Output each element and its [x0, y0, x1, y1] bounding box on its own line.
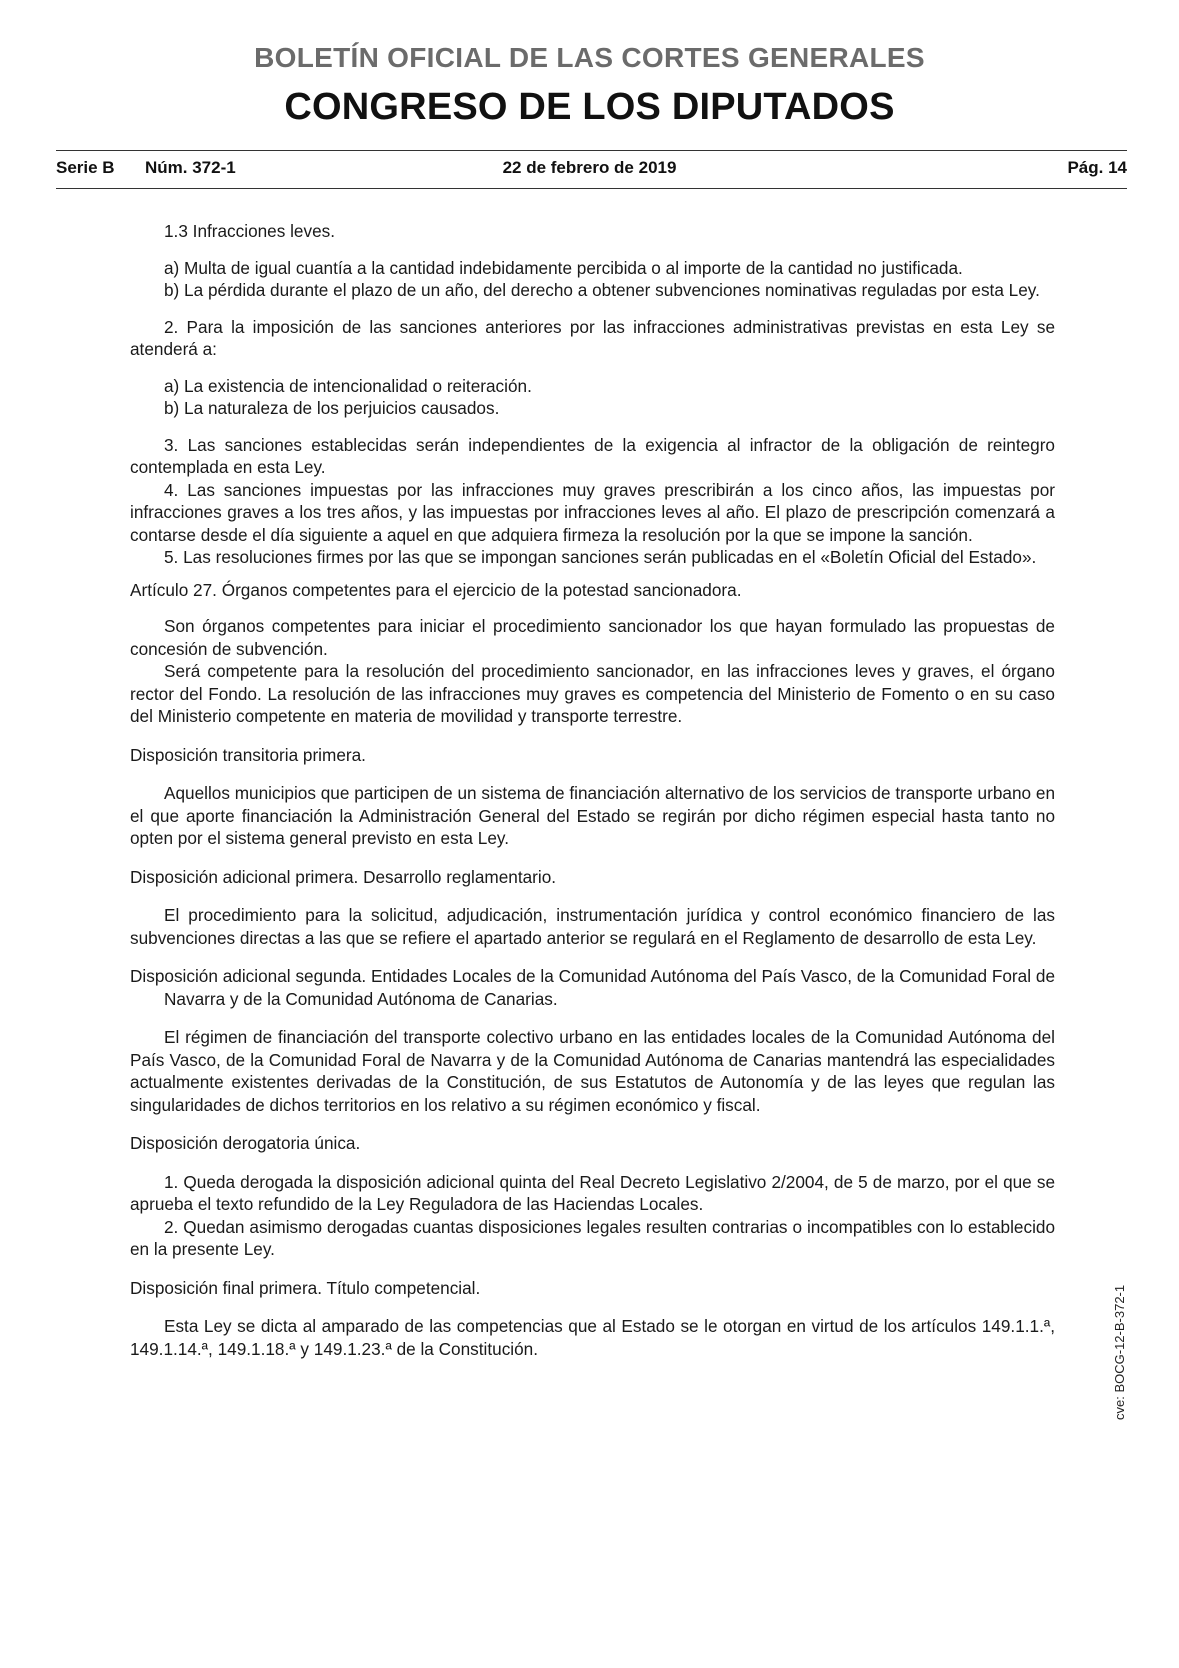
paragraph: Será competente para la resolución del procedimiento sancionador, en las infracciones leves y graves, el órgano rector del Fondo. La resolución de las infracciones muy graves es competencia del Ministerio de Fomento o en su caso del Ministerio competente en materia de movilidad y transporte terrestre. [130, 661, 1055, 726]
issue-number: Núm. 372-1 [145, 158, 236, 177]
serie-label: Serie B [56, 158, 115, 177]
cve-code: cve: BOCG-12-B-372-1 [1112, 1284, 1127, 1420]
paragraph: 3. Las sanciones establecidas serán independientes de la exigencia al infractor de la obligación de reintegro contemplada en esta Ley. [130, 434, 1055, 477]
paragraph: El régimen de financiación del transporte colectivo urbano en las entidades locales de la Comunidad Autónoma del País Vasco, de la Comunidad Foral de Navarra y de la Comunidad Autónoma de Canarias mantendrá las especialidades actualmente existentes derivadas de la Constitución, de sus Estatutos de Autonomía y de las leyes que regulan las singularidades de dichos territorios en los relativo a su régimen económico y fiscal. [130, 1027, 1055, 1115]
paragraph: 2. Para la imposición de las sanciones anteriores por las infracciones administrativas previstas en esta Ley se atenderá a: [130, 316, 1055, 359]
paragraph: b) La pérdida durante el plazo de un año, del derecho a obtener subvenciones nominativas reguladas por esta Ley. [164, 280, 1040, 300]
paragraph: Esta Ley se dicta al amparado de las competencias que al Estado se le otorgan en virtud de los artículos 149.1.1.ª, 149.1.14.ª, 149.1.18.ª y 149.1.23.ª de la Constitución. [130, 1316, 1055, 1359]
provision-title: Disposición adicional primera. Desarrollo reglamentario. [130, 866, 557, 887]
provision-title: Disposición final primera. Título competencial. [130, 1277, 481, 1298]
header-rule-top [56, 150, 1127, 151]
header-rule-bottom [56, 188, 1127, 189]
section-heading: 1.3 Infracciones leves. [164, 221, 336, 241]
document-body [130, 220, 1055, 1360]
paragraph: Son órganos competentes para iniciar el procedimiento sancionador los que hayan formulado las propuestas de concesión de subvención. [130, 616, 1055, 659]
chamber-title: CONGRESO DE LOS DIPUTADOS [284, 86, 895, 128]
bulletin-title: BOLETÍN OFICIAL DE LAS CORTES GENERALES [254, 42, 925, 73]
paragraph: Aquellos municipios que participen de un sistema de financiación alternativo de los servicios de transporte urbano en el que aporte financiación la Administración General del Estado se regirán por dicho régimen especial hasta tanto no opten por el sistema general previsto en esta Ley. [130, 783, 1055, 848]
page-number: Pág. 14 [1067, 158, 1127, 177]
issue-date: 22 de febrero de 2019 [502, 158, 677, 177]
provision-title: Disposición adicional segunda. Entidades Locales de la Comunidad Autónoma del País Vasco, de la Comunidad Foral de Navarra y de la Comunidad Autónoma de Canarias. [130, 966, 1055, 1009]
paragraph: El procedimiento para la solicitud, adjudicación, instrumentación jurídica y control económico financiero de las subvenciones directas a las que se refiere el apartado anterior se regulará en el Reglamento de desarrollo de esta Ley. [130, 905, 1055, 948]
paragraph: 5. Las resoluciones firmes por las que se impongan sanciones serán publicadas en el «Boletín Oficial del Estado». [164, 547, 1037, 567]
paragraph: 4. Las sanciones impuestas por las infracciones muy graves prescribirán a los cinco años, las impuestas por infracciones graves a los tres años, y las impuestas por infracciones leves al año. El plazo de prescripción comenzará a contarse desde el día siguiente a aquel en que adquiera firmeza la resolución por la que se impone la sanción. [130, 479, 1055, 545]
paragraph: b) La naturaleza de los perjuicios causados. [164, 398, 500, 418]
provision-title: Disposición transitoria primera. [130, 744, 366, 765]
article-title: Artículo 27. Órganos competentes para el ejercicio de la potestad sancionadora. [130, 579, 742, 600]
paragraph: 1. Queda derogada la disposición adicional quinta del Real Decreto Legislativo 2/2004, de 5 de marzo, por el que se aprueba el texto refundido de la Ley Reguladora de las Haciendas Locales. [130, 1171, 1055, 1214]
paragraph: 2. Quedan asimismo derogadas cuantas disposiciones legales resulten contrarias o incompatibles con lo establecido en la presente Ley. [130, 1216, 1055, 1259]
paragraph: a) La existencia de intencionalidad o reiteración. [164, 375, 532, 396]
provision-title: Disposición derogatoria única. [130, 1133, 361, 1153]
paragraph: a) Multa de igual cuantía a la cantidad indebidamente percibida o al importe de la cantidad no justificada. [164, 257, 963, 278]
